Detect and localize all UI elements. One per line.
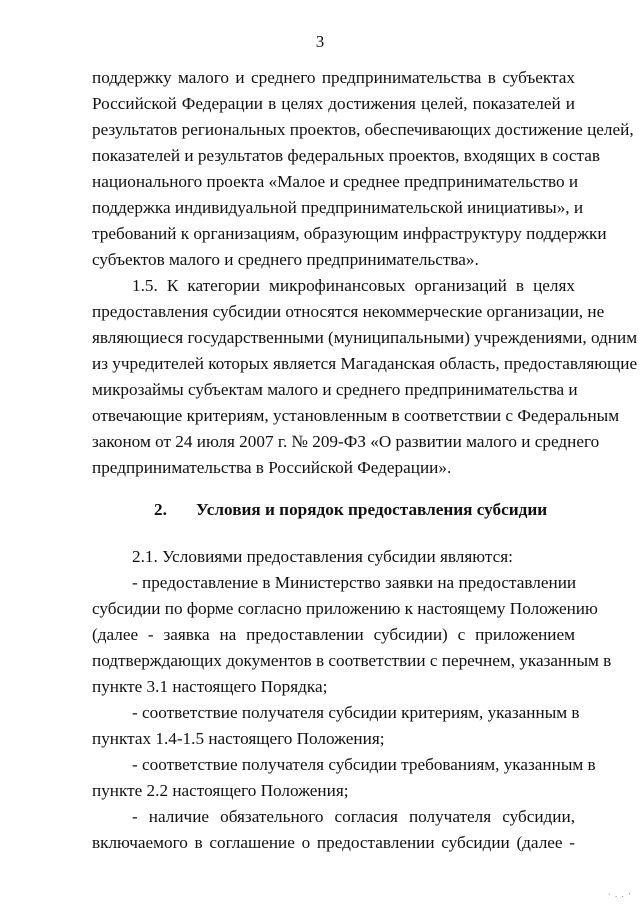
text-line: субъектов малого и среднего предпринимательства». — [92, 250, 479, 269]
text-line: подтверждающих документов в соответствии с перечнем, указанным в — [92, 651, 612, 670]
text-line: национального проекта «Малое и среднее предпринимательство и — [92, 172, 579, 191]
text-line: микрозаймы субъектам малого и среднего предпринимательства и — [92, 380, 578, 399]
text-line: 2.1. Условиями предоставления субсидии являются: — [132, 547, 513, 566]
text-line: пункте 3.1 настоящего Порядка; — [92, 677, 328, 696]
text-line: из учредителей которых является Магаданская область, предоставляющие — [92, 354, 638, 373]
text-line: - соответствие получателя субсидии требованиям, указанным в — [132, 755, 596, 774]
text-line: результатов региональных проектов, обеспечивающих достижение целей, — [92, 120, 634, 139]
section-heading — [154, 497, 547, 522]
text-line: включаемого в соглашение о предоставлении субсидии (далее - — [92, 833, 575, 852]
text-line: 1.5. К категории микрофинансовых организаций в целях — [132, 276, 575, 295]
text-line: законом от 24 июля 2007 г. № 209-ФЗ «О развитии малого и среднего — [92, 432, 600, 451]
text-line: субсидии по форме согласно приложению к настоящему Положению — [92, 599, 598, 618]
text-line: пункте 2.2 настоящего Положения; — [92, 781, 349, 800]
text-line: - наличие обязательного согласия получателя субсидии, — [132, 807, 575, 826]
text-line: предоставления субсидии относятся некоммерческие организации, не — [92, 302, 605, 321]
text-line: поддержку малого и среднего предпринимательства в субъектах — [92, 68, 575, 87]
page-number: 3 — [315, 32, 325, 51]
section-number: 2. — [154, 500, 167, 519]
text-line: показателей и результатов федеральных проектов, входящих в состав — [92, 146, 601, 165]
text-line: - соответствие получателя субсидии критериям, указанным в — [132, 703, 580, 722]
text-line: являющиеся государственными (муниципальными) учреждениями, одним — [92, 328, 638, 347]
text-line: - предоставление в Министерство заявки на предоставлении — [132, 573, 577, 592]
text-line: (далее - заявка на предоставлении субсидии) с приложением — [92, 625, 575, 644]
text-line: пунктах 1.4-1.5 настоящего Положения; — [92, 729, 385, 748]
text-line: отвечающие критериям, установленным в соответствии с Федеральным — [92, 406, 620, 425]
text-line: Российской Федерации в целях достижения целей, показателей и — [92, 94, 575, 113]
text-line: требований к организациям, образующим инфраструктуру поддержки — [92, 224, 607, 243]
text-line: предпринимательства в Российской Федерации». — [92, 458, 452, 477]
scan-mark: · . . · — [607, 889, 632, 899]
section-title: Условия и порядок предоставления субсидии — [196, 500, 548, 519]
text-line: поддержка индивидуальной предпринимательской инициативы», и — [92, 198, 584, 217]
